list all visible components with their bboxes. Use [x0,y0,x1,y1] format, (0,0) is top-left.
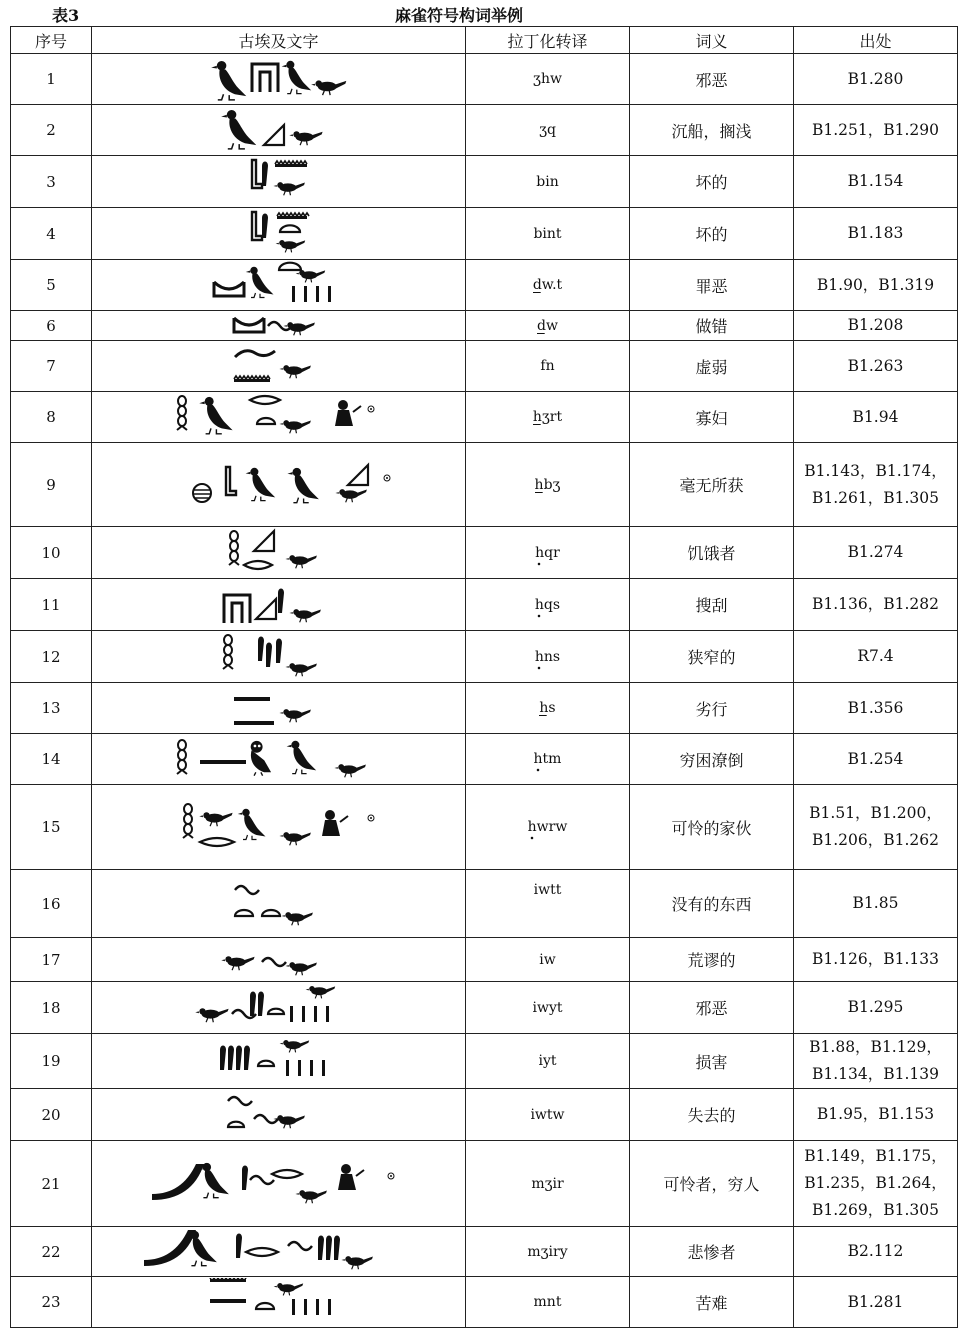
table-caption [0,0,965,26]
meaning: 毫无所获 [630,443,794,527]
transliteration [466,785,630,870]
hieroglyph-cell [92,1277,466,1328]
transliteration-text: hs [539,700,556,716]
source-line: R7.4 [857,647,894,665]
source-cell [794,1034,958,1089]
hieroglyph-cell [92,156,466,208]
transliteration-text: hqs [535,597,560,619]
transliteration-text: iwyt [532,999,563,1016]
source-line: B1.154 [847,172,904,190]
transliteration-text: iwtt [533,882,562,898]
table-row [11,734,958,785]
transliteration [466,1277,630,1328]
transliteration [466,105,630,156]
source-line: B1.281 [847,1292,904,1311]
source-line: B1.183 [847,224,904,242]
table-row [11,938,958,982]
hieroglyph-cell [92,260,466,311]
meaning: 饥饿者 [630,527,794,579]
table-row [11,105,958,156]
row-number: 1 [11,54,92,105]
source-line: B1.126，B1.133 [811,950,940,968]
hieroglyph-cell [92,54,466,105]
source-line: B1.94 [852,407,899,426]
meaning: 寡妇 [630,392,794,443]
hieroglyph-cell [92,311,466,341]
source-line: B1.356 [847,698,904,717]
meaning: 可怜的家伙 [630,785,794,870]
row-number: 12 [11,631,92,683]
transliteration [466,734,630,785]
row-number: 6 [11,311,92,341]
source-line: B1.95，B1.153 [816,1105,935,1123]
meaning: 苦难 [630,1277,794,1328]
hieroglyph-cell [92,443,466,527]
hieroglyph-cell [92,683,466,734]
row-number: 19 [11,1034,92,1089]
source-cell [794,156,958,208]
hieroglyph-image [92,1036,466,1087]
source-line: B1.149，B1.175， [804,1147,947,1165]
hieroglyph-image [92,786,466,869]
meaning: 搜刮 [630,579,794,631]
source-line: B1.134，B1.139 [811,1065,940,1083]
hieroglyph-cell [92,631,466,683]
table-row [11,341,958,392]
row-number: 7 [11,341,92,392]
transliteration [466,341,630,392]
transliteration [466,870,630,938]
table-row [11,260,958,311]
source-cell [794,105,958,156]
transliteration-text: bin [536,173,559,190]
hieroglyph-image [92,528,466,578]
transliteration-text: ʒq [539,122,556,138]
source-cell [794,311,958,341]
hieroglyph-image [92,939,466,981]
source-cell [794,734,958,785]
table-row [11,156,958,208]
transliteration-text: mnt [533,1294,562,1310]
hieroglyph-image [92,735,466,784]
header-transliteration: 拉丁化转译 [466,27,630,54]
meaning: 悲惨者 [630,1227,794,1277]
transliteration-text: dw [537,317,558,334]
source-line: B2.112 [847,1242,904,1260]
table-row [11,631,958,683]
transliteration [466,311,630,341]
table-row [11,1277,958,1328]
source-line: B1.235，B1.264， [804,1174,947,1192]
meaning: 狭窄的 [630,631,794,683]
source-cell [794,443,958,527]
meaning: 罪恶 [630,260,794,311]
meaning: 坏的 [630,208,794,260]
row-number: 20 [11,1089,92,1141]
source-cell [794,527,958,579]
source-cell [794,631,958,683]
hieroglyph-image [92,261,466,310]
transliteration-text: dw.t [532,277,563,293]
meaning: 可怜者，穷人 [630,1141,794,1227]
transliteration [466,683,630,734]
meaning: 荒谬的 [630,938,794,982]
header-source: 出处 [794,27,958,54]
row-number: 17 [11,938,92,982]
source-cell [794,54,958,105]
transliteration [466,938,630,982]
meaning: 损害 [630,1034,794,1089]
row-number: 23 [11,1277,92,1328]
hieroglyph-image [92,55,466,104]
source-cell [794,579,958,631]
hieroglyph-image [92,580,466,630]
table-row [11,1227,958,1277]
transliteration [466,1141,630,1227]
hieroglyph-image [92,871,466,937]
table-row [11,54,958,105]
source-cell [794,982,958,1034]
table-row [11,208,958,260]
row-number: 3 [11,156,92,208]
source-line: B1.274 [847,543,904,561]
transliteration [466,1227,630,1277]
hieroglyph-image [92,1142,466,1226]
meaning: 没有的东西 [630,870,794,938]
transliteration [466,260,630,311]
transliteration-text: hbʒ [534,476,561,493]
hieroglyph-cell [92,1141,466,1227]
row-number: 5 [11,260,92,311]
transliteration-text: hns [535,649,560,671]
row-number: 2 [11,105,92,156]
transliteration [466,208,630,260]
row-number: 8 [11,392,92,443]
hieroglyph-cell [92,208,466,260]
source-line: B1.88，B1.129， [809,1038,942,1056]
source-line: B1.251，B1.290 [811,120,940,139]
hieroglyph-image [92,1278,466,1327]
hieroglyph-image [92,209,466,259]
hieroglyph-cell [92,1089,466,1141]
row-number: 21 [11,1141,92,1227]
hieroglyph-cell [92,579,466,631]
hieroglyph-cell [92,1227,466,1277]
transliteration-text: hwrw [528,819,568,841]
transliteration [466,443,630,527]
transliteration [466,156,630,208]
transliteration-text: hqr [535,545,560,567]
hieroglyph-image [92,632,466,682]
hieroglyph-cell [92,105,466,156]
meaning: 穷困潦倒 [630,734,794,785]
source-line: B1.254 [847,749,904,768]
table-row [11,1034,958,1089]
hieroglyph-cell [92,870,466,938]
transliteration [466,1089,630,1141]
transliteration [466,579,630,631]
table-row [11,1141,958,1227]
hieroglyph-image [92,106,466,155]
row-number: 4 [11,208,92,260]
hieroglyph-image [92,393,466,442]
meaning: 邪恶 [630,54,794,105]
hieroglyph-image [92,983,466,1033]
meaning: 邪恶 [630,982,794,1034]
table-row [11,870,958,938]
transliteration-text: iyt [538,1053,557,1069]
transliteration [466,54,630,105]
transliteration-text: iw [539,951,556,968]
row-number: 9 [11,443,92,527]
transliteration-text: htm [534,751,562,773]
meaning: 失去的 [630,1089,794,1141]
hieroglyph-cell [92,527,466,579]
table-row [11,392,958,443]
transliteration-text: mʒiry [527,1243,568,1260]
hieroglyph-cell [92,341,466,392]
row-number: 16 [11,870,92,938]
hieroglyph-table [10,26,958,1328]
table-row [11,443,958,527]
meaning: 劣行 [630,683,794,734]
row-number: 11 [11,579,92,631]
row-number: 15 [11,785,92,870]
transliteration [466,982,630,1034]
source-cell [794,1141,958,1227]
source-cell [794,1277,958,1328]
header-row [11,27,958,54]
transliteration-text: mʒir [531,1175,564,1192]
source-cell [794,392,958,443]
hieroglyph-image [92,312,466,340]
header-no: 序号 [11,27,92,54]
source-line: B1.280 [847,69,904,88]
source-line: B1.295 [847,998,904,1016]
source-cell [794,870,958,938]
meaning: 虚弱 [630,341,794,392]
source-line: B1.208 [847,316,904,334]
source-line: B1.85 [852,894,899,912]
table-row [11,982,958,1034]
table-row [11,527,958,579]
row-number: 13 [11,683,92,734]
source-cell [794,785,958,870]
table-title: 麻雀符号构词举例 [395,6,524,25]
hieroglyph-image [92,157,466,207]
source-cell [794,683,958,734]
hieroglyph-cell [92,938,466,982]
transliteration [466,1034,630,1089]
transliteration [466,392,630,443]
row-number: 14 [11,734,92,785]
source-cell [794,938,958,982]
row-number: 10 [11,527,92,579]
source-line: B1.206，B1.262 [811,831,940,849]
hieroglyph-cell [92,785,466,870]
source-cell [794,341,958,392]
row-number: 18 [11,982,92,1034]
source-cell [794,1089,958,1141]
hieroglyph-image [92,444,466,526]
table-row [11,579,958,631]
table-number: 表3 [52,6,80,25]
source-line: B1.51，B1.200， [809,804,942,822]
table-row [11,311,958,341]
hieroglyph-image [92,684,466,733]
source-cell [794,260,958,311]
source-line: B1.136，B1.282 [811,595,940,613]
row-number: 22 [11,1227,92,1277]
source-line: B1.90，B1.319 [816,275,935,294]
meaning: 沉船，搁浅 [630,105,794,156]
source-line: B1.143，B1.174， [804,461,947,480]
source-line: B1.263 [847,356,904,375]
transliteration-text: fn [540,358,555,374]
source-line: B1.261，B1.305 [811,488,940,507]
transliteration-text: iwtw [530,1106,565,1123]
source-cell [794,208,958,260]
transliteration [466,631,630,683]
hieroglyph-cell [92,1034,466,1089]
hieroglyph-image [92,1228,466,1276]
hieroglyph-cell [92,392,466,443]
meaning: 做错 [630,311,794,341]
transliteration-text: bint [533,225,562,242]
table-row [11,683,958,734]
table-row [11,1089,958,1141]
hieroglyph-cell [92,734,466,785]
header-hieroglyph: 古埃及文字 [92,27,466,54]
transliteration-text: ʒhw [533,71,562,87]
header-meaning: 词义 [630,27,794,54]
meaning: 坏的 [630,156,794,208]
hieroglyph-image [92,342,466,391]
table-row [11,785,958,870]
source-cell [794,1227,958,1277]
hieroglyph-image [92,1090,466,1140]
transliteration [466,527,630,579]
source-line: B1.269，B1.305 [811,1201,940,1219]
hieroglyph-cell [92,982,466,1034]
transliteration-text: hʒrt [532,409,563,425]
